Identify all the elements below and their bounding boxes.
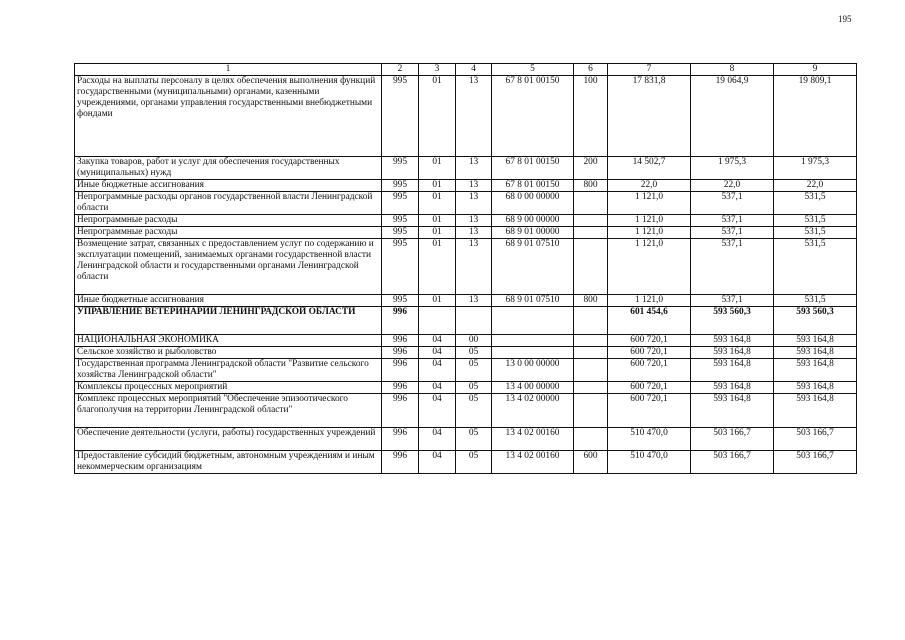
subsection-cell: 13 bbox=[456, 227, 492, 239]
section-cell: 01 bbox=[419, 295, 456, 307]
ved-cell: 996 bbox=[382, 451, 419, 474]
amount-year3-cell: 593 164,8 bbox=[774, 335, 857, 347]
section-cell: 04 bbox=[419, 394, 456, 428]
table-row bbox=[75, 347, 857, 359]
ved-cell: 995 bbox=[382, 76, 419, 157]
amount-year1-cell: 600 720,1 bbox=[608, 335, 691, 347]
table-row bbox=[75, 428, 857, 451]
column-header: 1 bbox=[75, 64, 382, 76]
expense-type-cell bbox=[574, 428, 608, 451]
target-article-cell: 68 9 00 00000 bbox=[492, 215, 574, 227]
column-header: 8 bbox=[691, 64, 774, 76]
column-header: 7 bbox=[608, 64, 691, 76]
amount-year3-cell: 593 164,8 bbox=[774, 382, 857, 394]
row-name-cell: Расходы на выплаты персоналу в целях обеспечения выполнения функций государственными (муниципальными) органами, казенными учреждениями, органами управления государственными внебюджетными фондами bbox=[75, 76, 382, 157]
table-row bbox=[75, 180, 857, 192]
target-article-cell: 13 0 00 00000 bbox=[492, 359, 574, 382]
table-row bbox=[75, 215, 857, 227]
section-cell: 04 bbox=[419, 451, 456, 474]
target-article-cell: 68 9 01 00000 bbox=[492, 227, 574, 239]
ved-cell: 995 bbox=[382, 157, 419, 180]
amount-year3-cell: 531,5 bbox=[774, 227, 857, 239]
ved-cell: 996 bbox=[382, 428, 419, 451]
section-cell: 04 bbox=[419, 347, 456, 359]
subsection-cell: 05 bbox=[456, 428, 492, 451]
row-name-cell: Сельское хозяйство и рыболовство bbox=[75, 347, 382, 359]
expense-type-cell: 800 bbox=[574, 180, 608, 192]
amount-year1-cell: 1 121,0 bbox=[608, 227, 691, 239]
column-header: 6 bbox=[574, 64, 608, 76]
column-header: 9 bbox=[774, 64, 857, 76]
subsection-cell: 00 bbox=[456, 335, 492, 347]
ved-cell: 995 bbox=[382, 295, 419, 307]
amount-year3-cell: 1 975,3 bbox=[774, 157, 857, 180]
ved-cell: 996 bbox=[382, 359, 419, 382]
target-article-cell: 67 8 01 00150 bbox=[492, 76, 574, 157]
ved-cell: 996 bbox=[382, 307, 419, 335]
column-header: 2 bbox=[382, 64, 419, 76]
amount-year2-cell: 593 560,3 bbox=[691, 307, 774, 335]
subsection-cell: 05 bbox=[456, 394, 492, 428]
amount-year1-cell: 510 470,0 bbox=[608, 428, 691, 451]
subsection-cell: 13 bbox=[456, 239, 492, 295]
row-name-cell: Обеспечение деятельности (услуги, работы) государственных учреждений bbox=[75, 428, 382, 451]
subsection-cell: 13 bbox=[456, 295, 492, 307]
table-row bbox=[75, 335, 857, 347]
row-name-cell: Непрограммные расходы органов государственной власти Ленинградской области bbox=[75, 192, 382, 215]
section-cell: 01 bbox=[419, 76, 456, 157]
subsection-cell bbox=[456, 307, 492, 335]
amount-year2-cell: 593 164,8 bbox=[691, 335, 774, 347]
target-article-cell bbox=[492, 347, 574, 359]
subsection-cell: 05 bbox=[456, 451, 492, 474]
section-cell: 01 bbox=[419, 215, 456, 227]
expense-type-cell bbox=[574, 192, 608, 215]
amount-year2-cell: 593 164,8 bbox=[691, 394, 774, 428]
row-name-cell: Иные бюджетные ассигнования bbox=[75, 180, 382, 192]
row-name-cell: Непрограммные расходы bbox=[75, 215, 382, 227]
expense-type-cell bbox=[574, 227, 608, 239]
amount-year3-cell: 593 164,8 bbox=[774, 359, 857, 382]
amount-year1-cell: 22,0 bbox=[608, 180, 691, 192]
amount-year3-cell: 503 166,7 bbox=[774, 451, 857, 474]
section-cell: 01 bbox=[419, 239, 456, 295]
target-article-cell: 13 4 02 00160 bbox=[492, 428, 574, 451]
amount-year1-cell: 1 121,0 bbox=[608, 215, 691, 227]
section-cell: 04 bbox=[419, 335, 456, 347]
row-name-cell: НАЦИОНАЛЬНАЯ ЭКОНОМИКА bbox=[75, 335, 382, 347]
expense-type-cell: 200 bbox=[574, 157, 608, 180]
ved-cell: 995 bbox=[382, 180, 419, 192]
page-number: 195 bbox=[838, 14, 852, 24]
column-header: 3 bbox=[419, 64, 456, 76]
amount-year1-cell: 1 121,0 bbox=[608, 192, 691, 215]
subsection-cell: 13 bbox=[456, 215, 492, 227]
amount-year1-cell: 510 470,0 bbox=[608, 451, 691, 474]
amount-year3-cell: 593 560,3 bbox=[774, 307, 857, 335]
row-name-cell: Предоставление субсидий бюджетным, автономным учреждениям и иным некоммерческим организациям bbox=[75, 451, 382, 474]
amount-year2-cell: 503 166,7 bbox=[691, 428, 774, 451]
amount-year3-cell: 593 164,8 bbox=[774, 347, 857, 359]
expense-type-cell bbox=[574, 239, 608, 295]
row-name-cell: Закупка товаров, работ и услуг для обеспечения государственных (муниципальных) нужд bbox=[75, 157, 382, 180]
ved-cell: 995 bbox=[382, 239, 419, 295]
table-row bbox=[75, 382, 857, 394]
target-article-cell: 68 9 01 07510 bbox=[492, 295, 574, 307]
section-cell: 01 bbox=[419, 157, 456, 180]
table-row bbox=[75, 192, 857, 215]
table-row bbox=[75, 76, 857, 157]
section-cell: 04 bbox=[419, 359, 456, 382]
table-row bbox=[75, 307, 857, 335]
target-article-cell: 13 4 02 00000 bbox=[492, 394, 574, 428]
row-name-cell: Государственная программа Ленинградской области "Развитие сельского хозяйства Ленинградской области" bbox=[75, 359, 382, 382]
target-article-cell: 67 8 01 00150 bbox=[492, 180, 574, 192]
section-cell bbox=[419, 307, 456, 335]
header-row bbox=[75, 64, 857, 76]
target-article-cell: 68 9 01 07510 bbox=[492, 239, 574, 295]
expense-type-cell bbox=[574, 359, 608, 382]
ved-cell: 996 bbox=[382, 335, 419, 347]
expense-type-cell bbox=[574, 335, 608, 347]
row-name-cell: УПРАВЛЕНИЕ ВЕТЕРИНАРИИ ЛЕНИНГРАДСКОЙ ОБЛАСТИ bbox=[75, 307, 382, 335]
subsection-cell: 05 bbox=[456, 347, 492, 359]
amount-year3-cell: 531,5 bbox=[774, 295, 857, 307]
expense-type-cell bbox=[574, 307, 608, 335]
amount-year2-cell: 503 166,7 bbox=[691, 451, 774, 474]
amount-year1-cell: 600 720,1 bbox=[608, 382, 691, 394]
target-article-cell: 67 8 01 00150 bbox=[492, 157, 574, 180]
amount-year3-cell: 19 809,1 bbox=[774, 76, 857, 157]
subsection-cell: 13 bbox=[456, 180, 492, 192]
amount-year1-cell: 14 502,7 bbox=[608, 157, 691, 180]
section-cell: 04 bbox=[419, 382, 456, 394]
column-header: 5 bbox=[492, 64, 574, 76]
row-name-cell: Комплексы процессных мероприятий bbox=[75, 382, 382, 394]
ved-cell: 996 bbox=[382, 394, 419, 428]
amount-year2-cell: 537,1 bbox=[691, 227, 774, 239]
amount-year1-cell: 600 720,1 bbox=[608, 394, 691, 428]
amount-year2-cell: 537,1 bbox=[691, 239, 774, 295]
amount-year2-cell: 1 975,3 bbox=[691, 157, 774, 180]
target-article-cell: 13 4 02 00160 bbox=[492, 451, 574, 474]
table-row bbox=[75, 157, 857, 180]
subsection-cell: 13 bbox=[456, 157, 492, 180]
amount-year3-cell: 531,5 bbox=[774, 215, 857, 227]
amount-year1-cell: 17 831,8 bbox=[608, 76, 691, 157]
ved-cell: 996 bbox=[382, 382, 419, 394]
ved-cell: 995 bbox=[382, 215, 419, 227]
amount-year1-cell: 600 720,1 bbox=[608, 359, 691, 382]
expense-type-cell bbox=[574, 215, 608, 227]
row-name-cell: Непрограммные расходы bbox=[75, 227, 382, 239]
ved-cell: 995 bbox=[382, 227, 419, 239]
amount-year3-cell: 22,0 bbox=[774, 180, 857, 192]
ved-cell: 995 bbox=[382, 192, 419, 215]
subsection-cell: 13 bbox=[456, 76, 492, 157]
amount-year1-cell: 600 720,1 bbox=[608, 347, 691, 359]
amount-year2-cell: 537,1 bbox=[691, 295, 774, 307]
section-cell: 01 bbox=[419, 227, 456, 239]
expense-type-cell: 600 bbox=[574, 451, 608, 474]
expense-type-cell: 800 bbox=[574, 295, 608, 307]
table-row bbox=[75, 451, 857, 474]
amount-year3-cell: 531,5 bbox=[774, 239, 857, 295]
amount-year1-cell: 601 454,6 bbox=[608, 307, 691, 335]
column-header: 4 bbox=[456, 64, 492, 76]
subsection-cell: 13 bbox=[456, 192, 492, 215]
amount-year1-cell: 1 121,0 bbox=[608, 295, 691, 307]
row-name-cell: Возмещение затрат, связанных с предоставлением услуг по содержанию и эксплуатации помещений, занимаемых органами государственной власти Ленинградской области и государственными органами Ленинградской области bbox=[75, 239, 382, 295]
expense-type-cell bbox=[574, 382, 608, 394]
amount-year1-cell: 1 121,0 bbox=[608, 239, 691, 295]
target-article-cell: 68 0 00 00000 bbox=[492, 192, 574, 215]
table-row bbox=[75, 227, 857, 239]
amount-year3-cell: 531,5 bbox=[774, 192, 857, 215]
budget-table bbox=[74, 63, 857, 474]
amount-year2-cell: 593 164,8 bbox=[691, 382, 774, 394]
expense-type-cell: 100 bbox=[574, 76, 608, 157]
amount-year2-cell: 593 164,8 bbox=[691, 359, 774, 382]
section-cell: 04 bbox=[419, 428, 456, 451]
target-article-cell bbox=[492, 335, 574, 347]
expense-type-cell bbox=[574, 347, 608, 359]
subsection-cell: 05 bbox=[456, 382, 492, 394]
amount-year3-cell: 503 166,7 bbox=[774, 428, 857, 451]
amount-year2-cell: 593 164,8 bbox=[691, 347, 774, 359]
amount-year2-cell: 537,1 bbox=[691, 192, 774, 215]
section-cell: 01 bbox=[419, 180, 456, 192]
row-name-cell: Иные бюджетные ассигнования bbox=[75, 295, 382, 307]
amount-year2-cell: 19 064,9 bbox=[691, 76, 774, 157]
target-article-cell: 13 4 00 00000 bbox=[492, 382, 574, 394]
amount-year2-cell: 537,1 bbox=[691, 215, 774, 227]
row-name-cell: Комплекс процессных мероприятий "Обеспечение эпизоотического благополучия на территории Ленинградской области" bbox=[75, 394, 382, 428]
table-row bbox=[75, 239, 857, 295]
ved-cell: 996 bbox=[382, 347, 419, 359]
target-article-cell bbox=[492, 307, 574, 335]
table-row bbox=[75, 359, 857, 382]
amount-year3-cell: 593 164,8 bbox=[774, 394, 857, 428]
expense-type-cell bbox=[574, 394, 608, 428]
section-cell: 01 bbox=[419, 192, 456, 215]
table-row bbox=[75, 295, 857, 307]
table-row bbox=[75, 394, 857, 428]
subsection-cell: 05 bbox=[456, 359, 492, 382]
amount-year2-cell: 22,0 bbox=[691, 180, 774, 192]
